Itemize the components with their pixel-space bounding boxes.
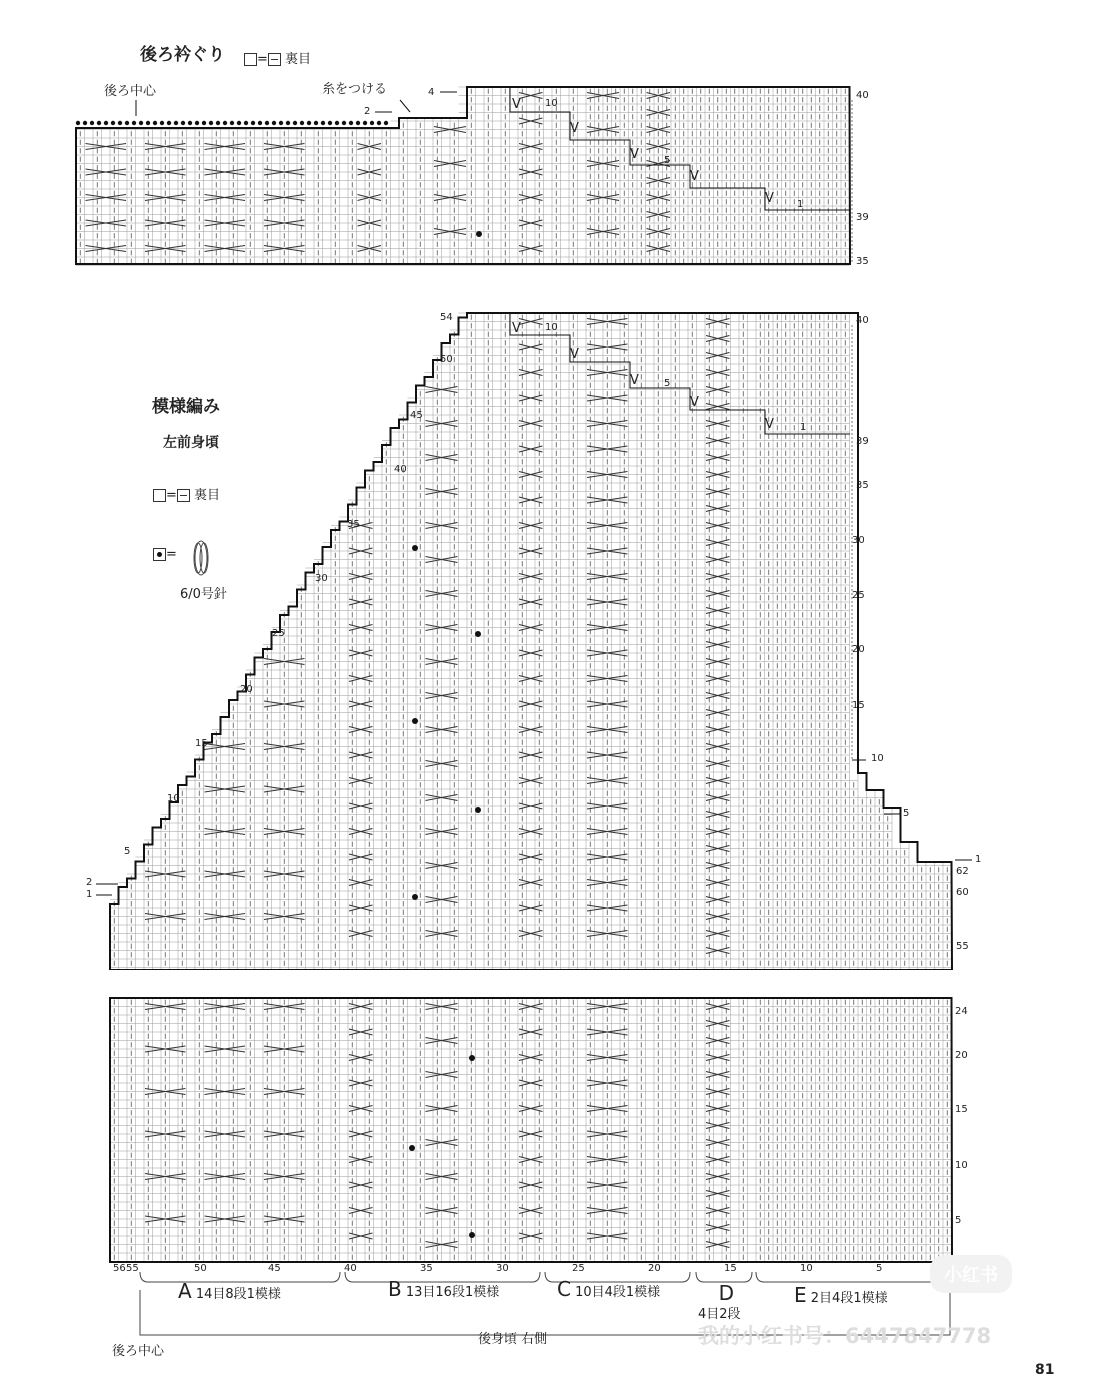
dotted-edge-mark	[321, 121, 325, 125]
bind-off-icon: V	[690, 169, 699, 184]
dotted-edge-mark	[265, 121, 269, 125]
dotted-edge-mark	[216, 121, 220, 125]
bind-off-icon: V	[765, 191, 774, 206]
dotted-edge-mark	[307, 121, 311, 125]
dotted-edge-mark	[237, 121, 241, 125]
dotted-edge-mark	[370, 121, 374, 125]
dotted-edge-mark	[167, 121, 171, 125]
back-neck-grid	[76, 87, 852, 266]
dotted-edge-mark	[90, 121, 94, 125]
dotted-edge-mark	[153, 121, 157, 125]
dotted-edge-mark	[160, 121, 164, 125]
dotted-edge-mark	[132, 121, 136, 125]
dotted-edge-mark	[251, 121, 255, 125]
dotted-edge-mark	[349, 121, 353, 125]
bind-off-icon: V	[512, 97, 521, 112]
dotted-edge-mark	[377, 121, 381, 125]
dotted-edge-mark	[209, 121, 213, 125]
dotted-edge-mark	[104, 121, 108, 125]
dotted-edge-mark	[125, 121, 129, 125]
shoulder-step-line	[510, 87, 850, 210]
dotted-edge-mark	[202, 121, 206, 125]
dotted-edge-mark	[139, 121, 143, 125]
dotted-edge-mark	[314, 121, 318, 125]
dotted-edge-mark	[146, 121, 150, 125]
dotted-edge-mark	[279, 121, 283, 125]
dotted-edge-mark	[293, 121, 297, 125]
bobble-dot	[476, 231, 482, 237]
dotted-edge-mark	[174, 121, 178, 125]
dotted-edge-mark	[384, 121, 388, 125]
dotted-edge-mark	[300, 121, 304, 125]
dotted-edge-mark	[111, 121, 115, 125]
dotted-edge-mark	[286, 121, 290, 125]
dotted-edge-mark	[328, 121, 332, 125]
bind-off-icon: V	[570, 121, 579, 136]
dotted-edge-mark	[356, 121, 360, 125]
dotted-edge-mark	[195, 121, 199, 125]
chart-outline	[76, 87, 850, 264]
dotted-edge-mark	[118, 121, 122, 125]
bind-off-icon: V	[630, 147, 639, 162]
dotted-edge-mark	[188, 121, 192, 125]
dotted-edge-mark	[230, 121, 234, 125]
dotted-edge-mark	[97, 121, 101, 125]
dotted-edge-mark	[272, 121, 276, 125]
dotted-edge-mark	[244, 121, 248, 125]
dotted-edge-mark	[223, 121, 227, 125]
dotted-edge-mark	[181, 121, 185, 125]
dotted-edge-mark	[363, 121, 367, 125]
dotted-edge-mark	[258, 121, 262, 125]
dotted-edge-mark	[335, 121, 339, 125]
attach-arrow	[400, 100, 410, 112]
left-front-grid	[96, 313, 972, 995]
dotted-edge-mark	[342, 121, 346, 125]
dotted-edge-mark	[83, 121, 87, 125]
dotted-edge-mark	[76, 121, 80, 125]
